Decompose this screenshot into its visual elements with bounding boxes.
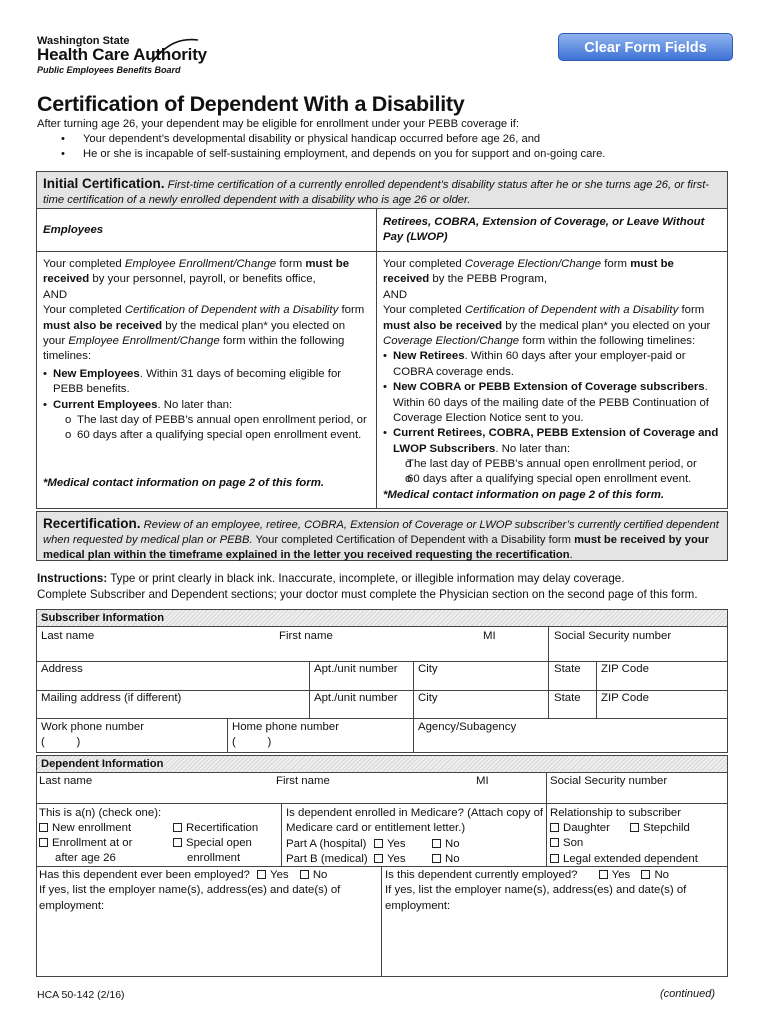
- subscriber-last-name-field[interactable]: Last name: [41, 630, 95, 642]
- currently-employed-yes-checkbox[interactable]: [599, 870, 608, 879]
- agency-name-line2: Health Care Authority: [37, 45, 207, 64]
- part-a-yes-checkbox[interactable]: [374, 839, 383, 848]
- intro-bullet: • He or she is incapable of self-sustaining employment, and depends on you for support and on-going care.: [83, 147, 737, 162]
- part-b-no-checkbox[interactable]: [432, 854, 441, 863]
- subscriber-city-field[interactable]: City: [418, 663, 438, 675]
- recert-heading: Recertification.: [43, 516, 141, 531]
- employees-note: *Medical contact information on page 2 of this form.: [43, 477, 324, 489]
- currently-employed-group: Is this dependent currently employed? Yes No If yes, list the employer name(s), address(es) and date(s) of employment:: [385, 869, 687, 912]
- initial-header: [37, 172, 727, 209]
- legal-extended-dependent-checkbox[interactable]: [550, 854, 559, 863]
- subscriber-zip-field[interactable]: ZIP Code: [601, 663, 649, 675]
- agency-subagency-field[interactable]: Agency/Subagency: [418, 721, 517, 733]
- dependent-ssn-field[interactable]: Social Security number: [550, 775, 668, 787]
- dependent-section: [36, 755, 728, 977]
- ever-employed-group: Has this dependent ever been employed? Yes No If yes, list the employer name(s), address(es) and date(s) of employment:: [39, 869, 341, 912]
- home-phone-field[interactable]: Home phone number ( ): [232, 721, 340, 749]
- medicare-group: Is dependent enrolled in Medicare? (Attach copy of Medicare card or entitlement letter.) Part A (hospital) Yes No Part B (medical) Yes No: [286, 807, 544, 865]
- special-open-enrollment-checkbox[interactable]: [173, 838, 182, 847]
- new-enrollment-checkbox[interactable]: [39, 823, 48, 832]
- initial-heading: Initial Certification.: [43, 176, 165, 191]
- mailing-address-field[interactable]: Mailing address (if different): [41, 692, 182, 704]
- currently-employed-no-checkbox[interactable]: [641, 870, 650, 879]
- part-b-yes-checkbox[interactable]: [374, 854, 383, 863]
- part-a-no-checkbox[interactable]: [432, 839, 441, 848]
- subscriber-address-field[interactable]: Address: [41, 663, 83, 675]
- instructions: Instructions: Type or print clearly in black ink. Inaccurate, incomplete, or illegible information may delay coverage. Complete Subscriber and Dependent sections; your doctor must complete the Physician section on the second page of this form.: [37, 572, 698, 601]
- employees-column: Your completed Employee Enrollment/Change form must be received by your personnel, payroll, or benefits office, AND Your completed Certification of Dependent with a Disability form must also be received by the medical plan* you elected on your Employee Enrollment/Change form within the following timelines: • New Employees. Within 31 days of becoming eligible for PEBB benefits. • Current Employees. No later than: o The last day of PEBB’s annual open enrollment period, or o 60 days after a qualifying special open enrollment event.: [43, 257, 369, 444]
- subscriber-state-field[interactable]: State: [554, 663, 581, 675]
- subscriber-ssn-field[interactable]: Social Security number: [554, 630, 672, 642]
- intro: [37, 117, 737, 162]
- subscriber-first-name-field[interactable]: First name: [279, 630, 333, 642]
- subscriber-section: [36, 609, 728, 753]
- ever-employed-no-checkbox[interactable]: [300, 870, 309, 879]
- dependent-heading: Dependent Information: [41, 758, 164, 770]
- dependent-first-name-field[interactable]: First name: [276, 775, 330, 787]
- col-header-employees: Employees: [43, 224, 104, 236]
- enrollment-after-26-checkbox[interactable]: [39, 838, 48, 847]
- mailing-city-field[interactable]: City: [418, 692, 438, 704]
- retirees-column: Your completed Coverage Election/Change form must be received by the PEBB Program, AND Your completed Certification of Dependent with a Disability form must also be received by the medical plan* you elected on your Coverage Election/Change form within the following timelines: • New Retirees. Within 60 days after your employer-paid or COBRA coverage ends. • New COBRA or PEBB Extension of Coverage subscribers. Within 60 days of the mailing date of the PEBB Continuation of Coverage Election Notice sent to you. • Current Retirees, COBRA, PEBB Extension of Coverage and LWOP Subscribers. No later than: o The last day of PEBB’s annual open enrollment period, or o 60 days after a qualifying special open enrollment event. *Medical contact information on page 2 of this form.: [383, 257, 723, 503]
- recertification-section: Recertification. Review of an employee, retiree, COBRA, Extension of Coverage or LWOP subscriber’s currently certified dependent when requested by medical plan or PEBB. Your completed Certification of Dependent with a Disability form must be received by your medical plan within the timeframe explained in the letter you received requesting the recertification.: [36, 511, 728, 561]
- enrollment-type-group: This is a(n) (check one): New enrollment Recertification Enrollment at or Special open after age 26 enrollment: [39, 807, 259, 865]
- mailing-apt-field[interactable]: Apt./unit number: [314, 692, 398, 704]
- daughter-checkbox[interactable]: [550, 823, 559, 832]
- subscriber-heading: Subscriber Information: [41, 612, 165, 624]
- continued-label: (continued): [660, 988, 716, 1000]
- agency-name-line1: Washington State: [37, 35, 130, 47]
- stepchild-checkbox[interactable]: [630, 823, 639, 832]
- retirees-note: *Medical contact information on page 2 of this form.: [383, 488, 664, 501]
- recertification-checkbox[interactable]: [173, 823, 182, 832]
- mailing-zip-field[interactable]: ZIP Code: [601, 692, 649, 704]
- subscriber-mi-field[interactable]: MI: [483, 630, 496, 642]
- intro-lead: After turning age 26, your dependent may be eligible for enrollment under your PEBB coverage if:: [37, 118, 519, 130]
- work-phone-field[interactable]: Work phone number ( ): [41, 721, 144, 749]
- relationship-group: Relationship to subscriber Daughter Stepchild Son Legal extended dependent: [550, 807, 698, 865]
- ever-employed-yes-checkbox[interactable]: [257, 870, 266, 879]
- initial-description: First-time certification of a currently enrolled dependent’s disability status after he or she turns age 26, or first-time certification of a newly enrolled dependent with a disability who is age 26 or older.: [43, 179, 710, 207]
- mailing-state-field[interactable]: State: [554, 692, 581, 704]
- son-checkbox[interactable]: [550, 838, 559, 847]
- dependent-last-name-field[interactable]: Last name: [39, 775, 93, 787]
- subscriber-apt-field[interactable]: Apt./unit number: [314, 663, 398, 675]
- dependent-mi-field[interactable]: MI: [476, 775, 489, 787]
- agency-name-line3: Public Employees Benefits Board: [37, 65, 181, 75]
- hca-swoosh-icon: [150, 36, 200, 66]
- initial-certification-section: [36, 171, 728, 509]
- recert-description: Review of an employee, retiree, COBRA, Extension of Coverage or LWOP subscriber’s currently certified dependent when requested by medical plan or PEBB.: [43, 519, 719, 547]
- col-header-retirees: Retirees, COBRA, Extension of Coverage, or Leave Without Pay (LWOP): [383, 216, 705, 244]
- form-number: HCA 50-142 (2/16): [37, 989, 125, 1001]
- page-title: Certification of Dependent With a Disability: [37, 92, 465, 116]
- clear-form-fields-button[interactable]: Clear Form Fields: [558, 33, 733, 61]
- intro-bullet: • Your dependent’s developmental disability or physical handicap occurred before age 26, and: [83, 132, 737, 147]
